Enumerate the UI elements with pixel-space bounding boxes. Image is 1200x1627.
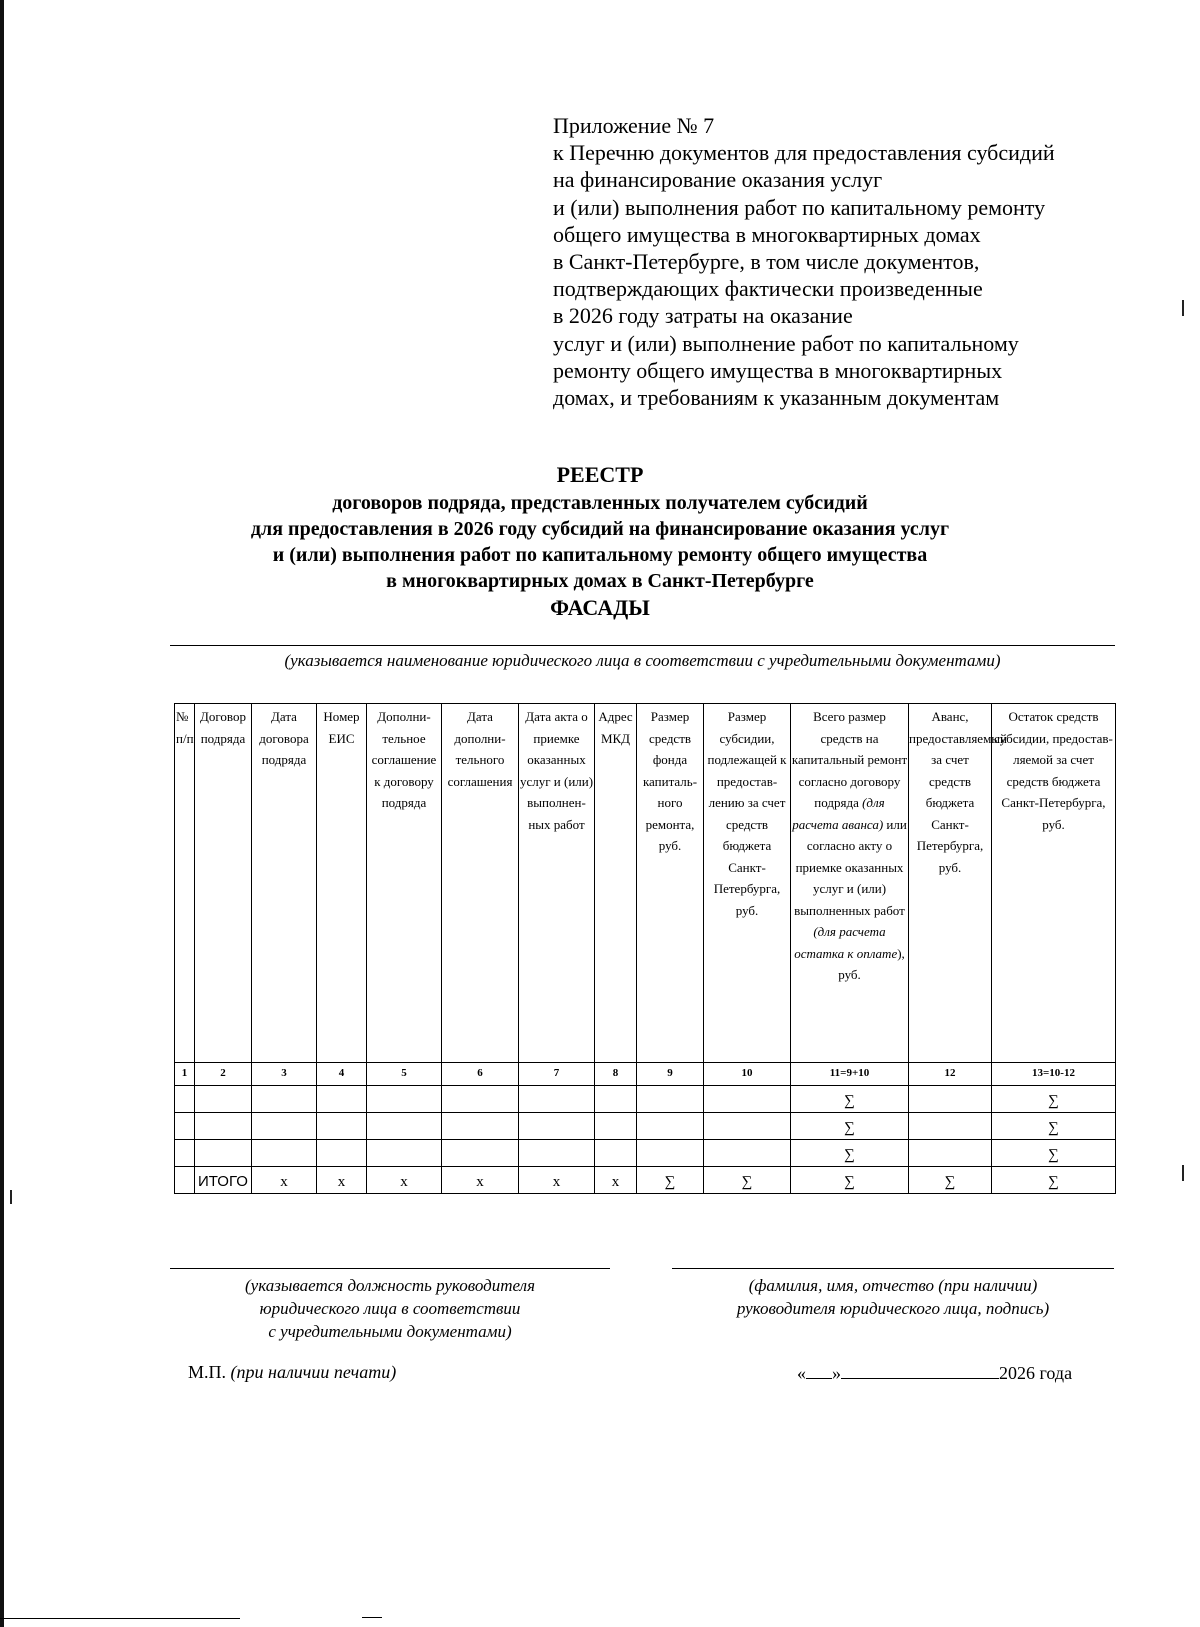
appendix-note <box>553 112 1153 411</box>
caption-line: руководителя юридического лица, подпись) <box>736 1299 1050 1318</box>
table-cell <box>317 1086 367 1113</box>
heading-line: договоров подряда, представленных получателем субсидий <box>332 492 868 514</box>
col-header: Дата акта о приемке оказанных услуг и (или) выполнен-ных работ <box>519 704 595 1063</box>
appendix-line: в Санкт-Петербурге, в том числе документов, <box>553 249 980 275</box>
col-header: Адрес МКД <box>595 704 637 1063</box>
sum-cell: ∑ <box>791 1113 909 1140</box>
name-signature-line <box>672 1268 1114 1269</box>
table-cell <box>175 1086 195 1113</box>
col-header: Номер ЕИС <box>317 704 367 1063</box>
table-cell <box>367 1086 442 1113</box>
caption-line: (фамилия, имя, отчество (при наличии) <box>748 1276 1038 1295</box>
column-number: 2 <box>195 1063 252 1086</box>
col-header: № п/п <box>175 704 195 1063</box>
table-cell <box>595 1140 637 1167</box>
column-number: 7 <box>519 1063 595 1086</box>
table-cell <box>252 1140 317 1167</box>
col-header: Дата договора подряда <box>252 704 317 1063</box>
column-number: 1 <box>175 1063 195 1086</box>
scan-left-edge <box>0 0 4 1627</box>
table-cell <box>637 1086 704 1113</box>
table-cell <box>637 1140 704 1167</box>
table-row <box>175 1086 1116 1113</box>
col-header: Размер средств фонда капиталь-ного ремонта, руб. <box>637 704 704 1063</box>
table-cell <box>252 1086 317 1113</box>
name-caption <box>672 1274 1114 1320</box>
heading-line: и (или) выполнения работ по капитальному ремонту общего имущества <box>272 544 928 566</box>
registry-subtitle: ФАСАДЫ <box>550 595 650 620</box>
column-number: 13=10-12 <box>992 1063 1116 1086</box>
appendix-line: домах, и требованиям к указанным документам <box>553 385 1000 411</box>
table-cell <box>195 1113 252 1140</box>
table-cell <box>317 1140 367 1167</box>
column-number: 9 <box>637 1063 704 1086</box>
table-cell <box>595 1086 637 1113</box>
col-header-text: ), руб. <box>838 945 905 982</box>
sum-cell: ∑ <box>992 1086 1116 1113</box>
x-mark: х <box>317 1167 367 1194</box>
sum-cell: ∑ <box>791 1140 909 1167</box>
table-cell <box>442 1140 519 1167</box>
table-cell <box>195 1086 252 1113</box>
column-number: 4 <box>317 1063 367 1086</box>
month-blank <box>841 1362 999 1379</box>
col-header-text: Всего размер средств на капитальный ремонт согласно договору подряда <box>791 709 908 810</box>
table-cell <box>595 1113 637 1140</box>
col-header: Дополни-тельное соглашение к договору подряда <box>367 704 442 1063</box>
sum-cell: ∑ <box>637 1167 704 1194</box>
col-header: Размер субсидии, подлежащей к предостав-лению за счет средств бюджета Санкт-Петербурга, руб. <box>704 704 791 1063</box>
caption-line: юридического лица в соответствии <box>259 1299 521 1318</box>
column-number-row <box>175 1063 1116 1086</box>
appendix-line: в 2026 году затраты на оказание <box>553 303 853 329</box>
table-cell <box>519 1086 595 1113</box>
heading-line: в многоквартирных домах в Санкт-Петербурге <box>386 570 814 592</box>
position-caption <box>170 1274 610 1343</box>
stamp-note: (при наличии печати) <box>230 1362 397 1382</box>
registry-heading <box>170 460 1030 622</box>
sum-cell: ∑ <box>704 1167 791 1194</box>
quote-close: » <box>832 1363 841 1383</box>
scan-mark <box>10 1190 12 1204</box>
appendix-line: к Перечню документов для предоставления субсидий <box>553 140 1055 166</box>
position-signature-line <box>170 1268 610 1269</box>
table-cell <box>195 1140 252 1167</box>
total-row <box>175 1167 1116 1194</box>
table-row <box>175 1113 1116 1140</box>
x-mark: х <box>367 1167 442 1194</box>
table-row <box>175 1140 1116 1167</box>
table-cell <box>442 1086 519 1113</box>
date-field <box>797 1362 1072 1384</box>
sum-cell: ∑ <box>992 1167 1116 1194</box>
x-mark: х <box>252 1167 317 1194</box>
year-text: 2026 года <box>999 1363 1073 1383</box>
col-header-total <box>791 704 909 1063</box>
table-cell <box>519 1113 595 1140</box>
table-header-row <box>175 704 1116 1063</box>
appendix-line: услуг и (или) выполнение работ по капитальному <box>553 330 1019 356</box>
table-cell <box>909 1113 992 1140</box>
table-cell <box>909 1140 992 1167</box>
stamp-place <box>188 1362 396 1383</box>
table-cell <box>704 1113 791 1140</box>
registry-table <box>174 703 1116 1194</box>
table-cell <box>175 1140 195 1167</box>
sum-cell: ∑ <box>992 1113 1116 1140</box>
scan-mark <box>1182 1165 1184 1181</box>
col-header: Договор подряда <box>195 704 252 1063</box>
table-cell <box>704 1086 791 1113</box>
col-header: Остаток средств субсидии, предостав-ляемой за счет средств бюджета Санкт-Петербурга, руб. <box>992 704 1116 1063</box>
x-mark: х <box>595 1167 637 1194</box>
org-name-line <box>170 645 1115 646</box>
col-header-text: или согласно акту о приемке оказанных услуг и (или) выполненных работ <box>794 816 907 918</box>
table-cell <box>175 1167 195 1194</box>
column-number: 10 <box>704 1063 791 1086</box>
appendix-line: и (или) выполнения работ по капитальному ремонту <box>553 194 1046 220</box>
column-number: 5 <box>367 1063 442 1086</box>
appendix-line: подтверждающих фактически произведенные <box>553 276 983 302</box>
sum-cell: ∑ <box>791 1086 909 1113</box>
day-blank <box>806 1362 832 1379</box>
table-cell <box>637 1113 704 1140</box>
caption-line: с учредительными документами) <box>268 1322 512 1341</box>
column-number: 8 <box>595 1063 637 1086</box>
appendix-line: на финансирование оказания услуг <box>553 167 883 193</box>
col-header: Дата дополни-тельного соглашения <box>442 704 519 1063</box>
column-number: 6 <box>442 1063 519 1086</box>
sum-cell: ∑ <box>909 1167 992 1194</box>
table-cell <box>252 1113 317 1140</box>
column-number: 12 <box>909 1063 992 1086</box>
column-number: 11=9+10 <box>791 1063 909 1086</box>
x-mark: х <box>519 1167 595 1194</box>
org-name-caption: (указывается наименование юридического лица в соответствии с учредительными документами) <box>284 651 1001 670</box>
table-cell <box>367 1140 442 1167</box>
sum-cell: ∑ <box>992 1140 1116 1167</box>
table-cell <box>175 1113 195 1140</box>
scan-bottom-line <box>0 1618 240 1619</box>
scan-mark <box>1182 300 1184 316</box>
col-header-note: (для расчета остатка к оплате <box>794 924 898 961</box>
quote-open: « <box>797 1363 806 1383</box>
table-cell <box>317 1113 367 1140</box>
appendix-line: общего имущества в многоквартирных домах <box>553 221 981 247</box>
table-cell <box>442 1113 519 1140</box>
caption-line: (указывается должность руководителя <box>245 1276 535 1295</box>
x-mark: х <box>442 1167 519 1194</box>
table-cell <box>367 1113 442 1140</box>
total-label: ИТОГО <box>195 1167 252 1194</box>
appendix-line: ремонту общего имущества в многоквартирных <box>553 357 1003 383</box>
col-header: Аванс, предоставляемый за счет средств бюджета Санкт-Петербурга, руб. <box>909 704 992 1063</box>
col-header-note: (для расчета аванса) <box>792 795 885 832</box>
registry-title: РЕЕСТР <box>556 462 644 487</box>
appendix-line: Приложение № 7 <box>553 113 715 138</box>
stamp-label: М.П. <box>188 1362 227 1382</box>
table-cell <box>519 1140 595 1167</box>
scan-bottom-dash <box>362 1617 382 1618</box>
heading-line: для предоставления в 2026 году субсидий на финансирование оказания услуг <box>250 518 950 540</box>
table-cell <box>909 1086 992 1113</box>
column-number: 3 <box>252 1063 317 1086</box>
table-cell <box>704 1140 791 1167</box>
sum-cell: ∑ <box>791 1167 909 1194</box>
